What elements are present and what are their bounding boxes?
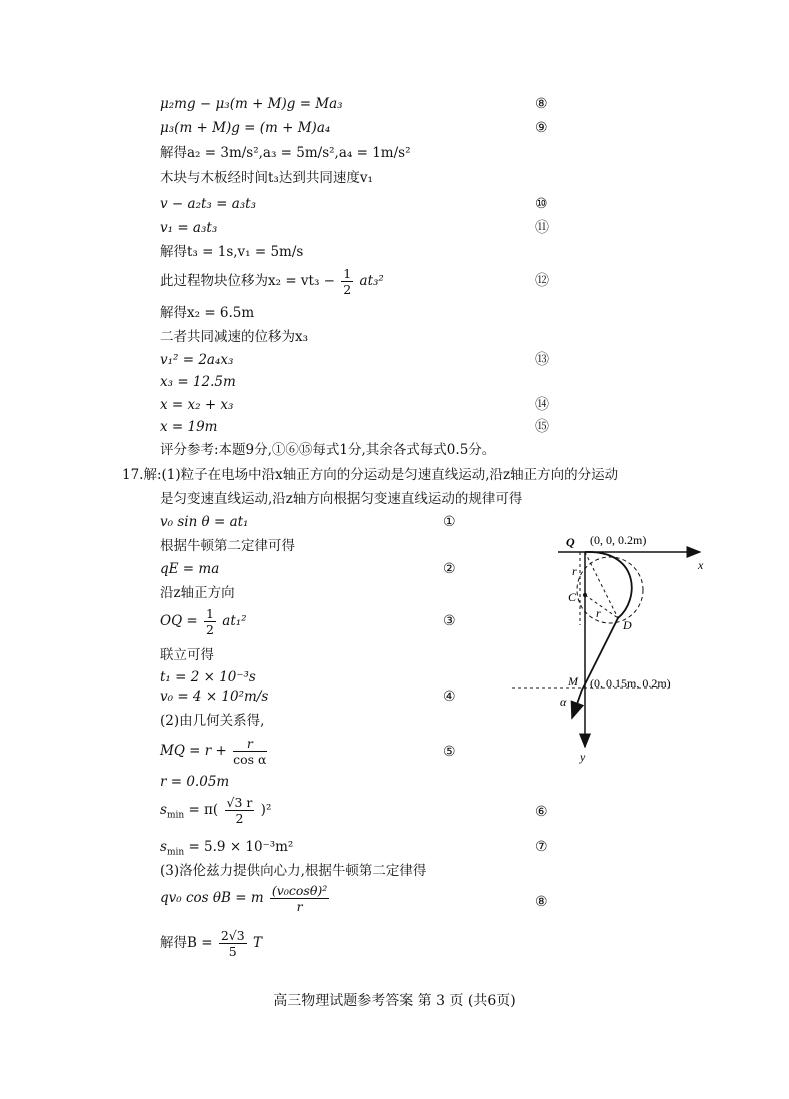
dashed-circle: [577, 557, 643, 623]
text-line: 沿z轴正方向: [160, 585, 235, 601]
eq-tag-8: ⑧: [535, 96, 548, 112]
dashed-radius: [585, 552, 618, 618]
text-line: (3)洛伦兹力提供向心力,根据牛顿第二定律得: [160, 863, 427, 879]
eq-line-8: μ₂mg − μ₃(m + M)g = Ma₃: [160, 96, 343, 112]
label-r1: r: [572, 564, 577, 578]
eq-tag-14: ⑭: [535, 397, 549, 413]
text-line: 是匀变速直线运动,沿z轴方向根据匀变速直线运动的规律可得: [160, 491, 523, 507]
eq-tag-17-4: ④: [443, 689, 456, 705]
eq-tag-17-3: ③: [443, 613, 456, 629]
eq-line-15: x = 19m: [160, 419, 218, 435]
eq-line-9: μ₃(m + M)g = (m + M)a₄: [160, 120, 331, 136]
eq-tag-12: ⑫: [535, 273, 549, 289]
scoring-note: 评分参考:本题9分,①⑥⑮每式1分,其余各式每式0.5分。: [160, 442, 496, 458]
eq-17-r: r = 0.05m: [160, 774, 230, 790]
label-M-coord: (0, 0.15m, 0.2m): [590, 676, 671, 690]
text-line: 二者共同减速的位移为x₃: [160, 329, 309, 345]
q17-heading: 17.解:(1)粒子在电场中沿x轴正方向的分运动是匀速直线运动,沿z轴正方向的分运动: [122, 467, 619, 483]
text-line: 解得x₂ = 6.5m: [160, 305, 255, 321]
eq-17-8: qv₀ cos θB = m $\frac{\text{(v₀cosθ)²}}{r}$: [160, 883, 328, 914]
label-Q-coord: (0, 0, 0.2m): [590, 533, 647, 547]
text-line: 解得t₃ = 1s,v₁ = 5m/s: [160, 244, 304, 260]
text-line: 根据牛顿第二定律可得: [160, 538, 295, 554]
page-footer: 高三物理试题参考答案 第 3 页 (共6页): [273, 993, 516, 1009]
eq-line-10: v − a₂t₃ = a₃t₃: [160, 196, 257, 212]
text-line: (2)由几何关系得,: [160, 713, 265, 729]
eq-tag-17-5: ⑤: [443, 744, 456, 760]
eq-tag-17-7: ⑦: [535, 839, 548, 855]
trajectory-curve: [572, 552, 632, 718]
eq-17-2: qE = ma: [160, 561, 220, 577]
dashed-radius: [585, 595, 618, 618]
eq-17-5: MQ = r + $\frac{r}{\text{cos α}}$: [160, 736, 267, 767]
text-line: 联立可得: [160, 647, 214, 663]
label-alpha: α: [560, 695, 567, 709]
eq-17-3: OQ = $\frac{1}{2}$ at₁²: [160, 606, 247, 637]
eq-17-6: $s_{min} = \pi$( $\frac{√3 r}{2}$ )²: [160, 795, 272, 826]
trajectory-diagram: [500, 525, 730, 775]
eq-17-t1: t₁ = 2 × 10⁻³s: [160, 669, 256, 685]
eq-line-13: v₁² = 2a₄x₃: [160, 352, 234, 368]
eq-tag-17-6: ⑥: [535, 804, 548, 820]
label-x: x: [698, 558, 704, 572]
label-y: y: [580, 750, 586, 764]
eq-tag-17-2: ②: [443, 561, 456, 577]
eq-line-12: 此过程物块位移为x₂ = vt₃ − $\frac{1}{2}$ at₃²: [160, 266, 384, 297]
eq-tag-17-8: ⑧: [535, 894, 548, 910]
label-D: D: [623, 618, 632, 632]
eq-17-1: v₀ sin θ = at₁: [160, 514, 249, 530]
eq-tag-11: ⑪: [535, 220, 549, 236]
center-point: [583, 593, 587, 597]
eq-line-14: x = x₂ + x₃: [160, 397, 234, 413]
text-line: 木块与木板经时间t₃达到共同速度v₁: [160, 170, 373, 186]
eq-17-7: $s_{min} = 5.9 \times 10^{-3}m^2$: [160, 839, 294, 858]
eq-tag-10: ⑩: [535, 196, 548, 212]
label-r2: r: [596, 606, 601, 620]
eq-tag-9: ⑨: [535, 120, 548, 136]
eq-tag-15: ⑮: [535, 419, 549, 435]
eq-tag-17-1: ①: [443, 514, 456, 530]
eq-line-11: v₁ = a₃t₃: [160, 220, 218, 236]
text-line: 解得a₂ = 3m/s²,a₃ = 5m/s²,a₄ = 1m/s²: [160, 145, 411, 161]
label-M: M: [568, 674, 578, 688]
label-C: C: [568, 590, 577, 604]
label-Q: Q: [566, 535, 575, 549]
eq-tag-13: ⑬: [535, 352, 549, 368]
eq-17-4: v₀ = 4 × 10²m/s: [160, 689, 269, 705]
eq-17-B: 解得B = $\frac{2√3}{5}$ T: [160, 928, 263, 959]
text-line: x₃ = 12.5m: [160, 374, 236, 390]
